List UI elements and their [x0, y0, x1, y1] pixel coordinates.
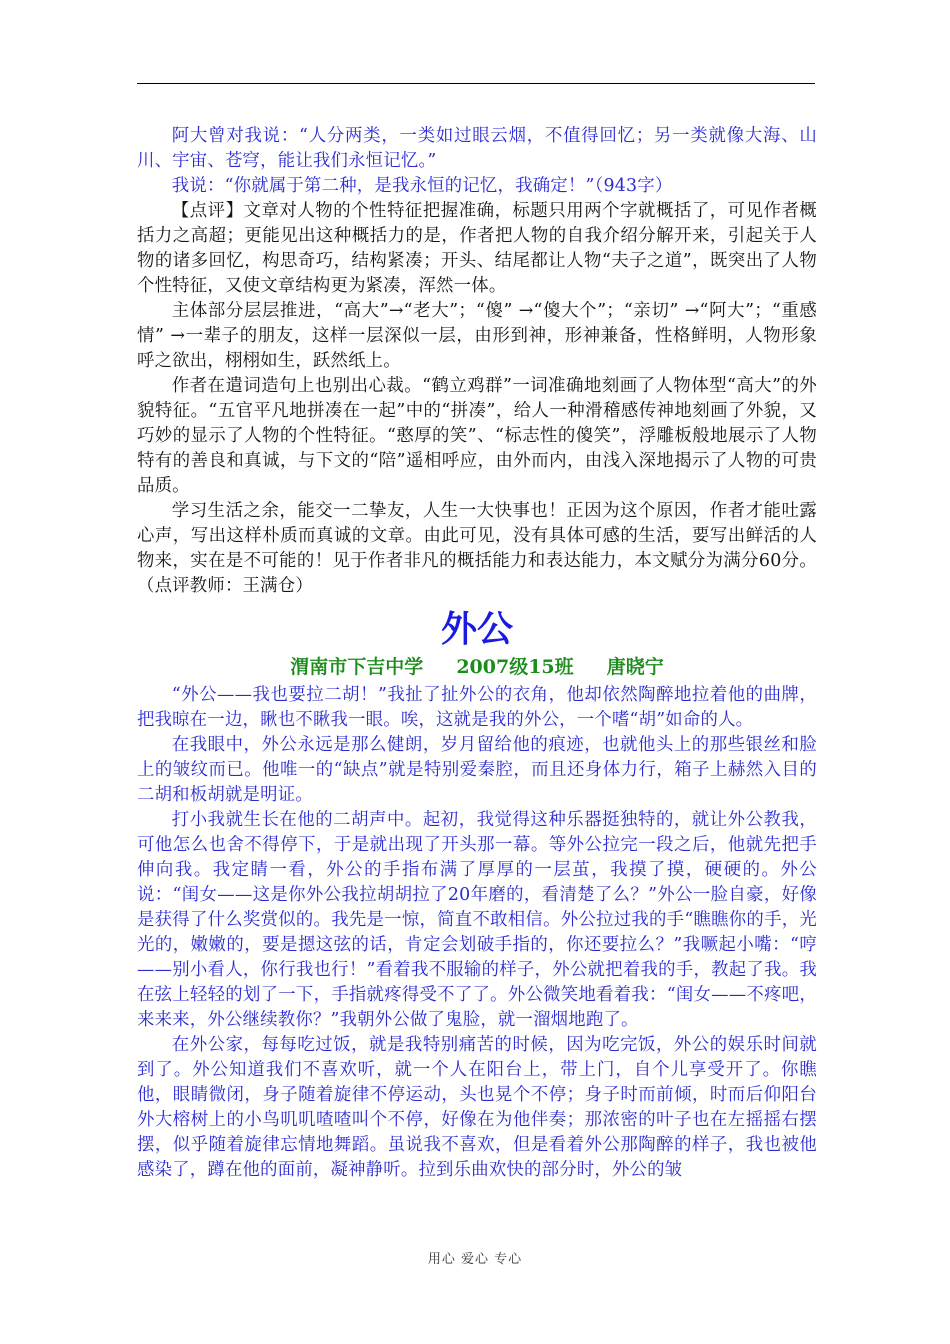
article-paragraph: 在我眼中，外公永远是那么健朗，岁月留给他的痕迹，也就他头上的那些银丝和脸上的皱纹而已。他唯一的“缺点”就是特别爱秦腔，而且还身体力行，箱子上赫然入目的二胡和板胡就是明证。 [137, 735, 817, 805]
article-paragraph: 打小我就生长在他的二胡声中。起初，我觉得这种乐器挺独特的，就让外公教我，可他怎么也舍不得停下，于是就出现了开头那一幕。等外公拉完一段之后，他就先把手伸向我。我定睛一看，外公的手指布满了厚厚的一层茧，我摸了摸，硬硬的。外公说：“闺女——这是你外公我拉胡胡拉了20年磨的，看清楚了么？”外公一脸自豪，好像是获得了什么奖赏似的。我先是一惊，简直不敢相信。外公拉过我的手“瞧瞧你的手，光光的，嫩嫩的，要是摁这弦的话，肯定会划破手指的，你还要拉么？”我噘起小嘴：“哼——别小看人，你行我也行！”看着我不服输的样子，外公就把着我的手，教起了我。我在弦上轻轻的划了一下，手指就疼得受不了了。外公微笑地看着我：“闺女——不疼吧，来来来，外公继续教你？”我朝外公做了鬼脸，就一溜烟地跑了。 [137, 810, 817, 1030]
comment-text: 文章对人物的个性特征把握准确，标题只用两个字就概括了，可见作者概括力之高超；更能见出这种概括力的是，作者把人物的自我介绍分解开来，引起关于人物的诸多回忆，构思奇巧，结构紧凑；开头、结尾都让人物“夫子之道”，既突出了人物个性特征，又使文章结构更为紧凑，浑然一体。 [137, 201, 817, 296]
prev-article-paragraph: 我说：“你就属于第二种，是我永恒的记忆，我确定！”（943字） [171, 176, 673, 196]
article-paragraph: “外公——我也要拉二胡！”我扯了扯外公的衣角，他却依然陶醉地拉着他的曲牌，把我晾在一边，瞅也不瞅我一眼。唉，这就是我的外公，一个嗜“胡”如命的人。 [137, 685, 817, 730]
header-rule [137, 83, 815, 84]
article-title: 外公 [440, 609, 513, 650]
comment-paragraph: 主体部分层层推进，“高大”→“老大”；“傻” →“傻大个”；“亲切” →“阿大”；“重感情” →一辈子的朋友，这样一层深似一层，由形到神，形神兼备，性格鲜明，人物形象呼之欲出，栩栩如生，跃然纸上。 [137, 301, 817, 371]
comment-paragraph [137, 199, 817, 299]
page-content [137, 124, 817, 1183]
prev-article-paragraph: 阿大曾对我说：“人分两类，一类如过眼云烟，不值得回忆；另一类就像大海、山川、宇宙、苍穹，能让我们永恒记忆。” [137, 126, 817, 171]
comment-label: 【点评】 [171, 201, 244, 221]
article-byline: 渭南市下吉中学 2007级15班 唐晓宁 [290, 656, 664, 678]
comment-paragraph: 作者在遣词造句上也别出心裁。“鹤立鸡群”一词准确地刻画了人物体型“高大”的外貌特征。“五官平凡地拼凑在一起”中的“拼凑”，给人一种滑稽感传神地刻画了外貌，又巧妙的显示了人物的个性特征。“憨厚的笑”、“标志性的傻笑”，浮雕板般地展示了人物特有的善良和真诚，与下文的“陪”遥相呼应，由外而内，由浅入深地揭示了人物的可贵品质。 [137, 376, 817, 496]
comment-paragraph: 学习生活之余，能交一二挚友，人生一大快事也！正因为这个原因，作者才能吐露心声，写出这样朴质而真诚的文章。由此可见，没有具体可感的生活，要写出鲜活的人物来，实在是不可能的！见于作者非凡的概括能力和表达能力，本文赋分为满分60分。（点评教师：王满仓） [137, 501, 817, 596]
article-paragraph: 在外公家，每每吃过饭，就是我特别痛苦的时候，因为吃完饭，外公的娱乐时间就到了。外公知道我们不喜欢听，就一个人在阳台上，带上门，自个儿享受开了。你瞧他，眼睛微闭，身子随着旋律不停运动，头也晃个不停；身子时而前倾，时而后仰阳台外大榕树上的小鸟叽叽喳喳叫个不停，好像在为他伴奏；那浓密的叶子也在左摇摇右摆摆，似乎随着旋律忘情地舞蹈。虽说我不喜欢，但是看着外公那陶醉的样子，我也被他感染了，蹲在他的面前，凝神静听。拉到乐曲欢快的部分时，外公的皱 [137, 1035, 817, 1180]
page-footer: 用心 爱心 专心 [427, 1252, 523, 1267]
